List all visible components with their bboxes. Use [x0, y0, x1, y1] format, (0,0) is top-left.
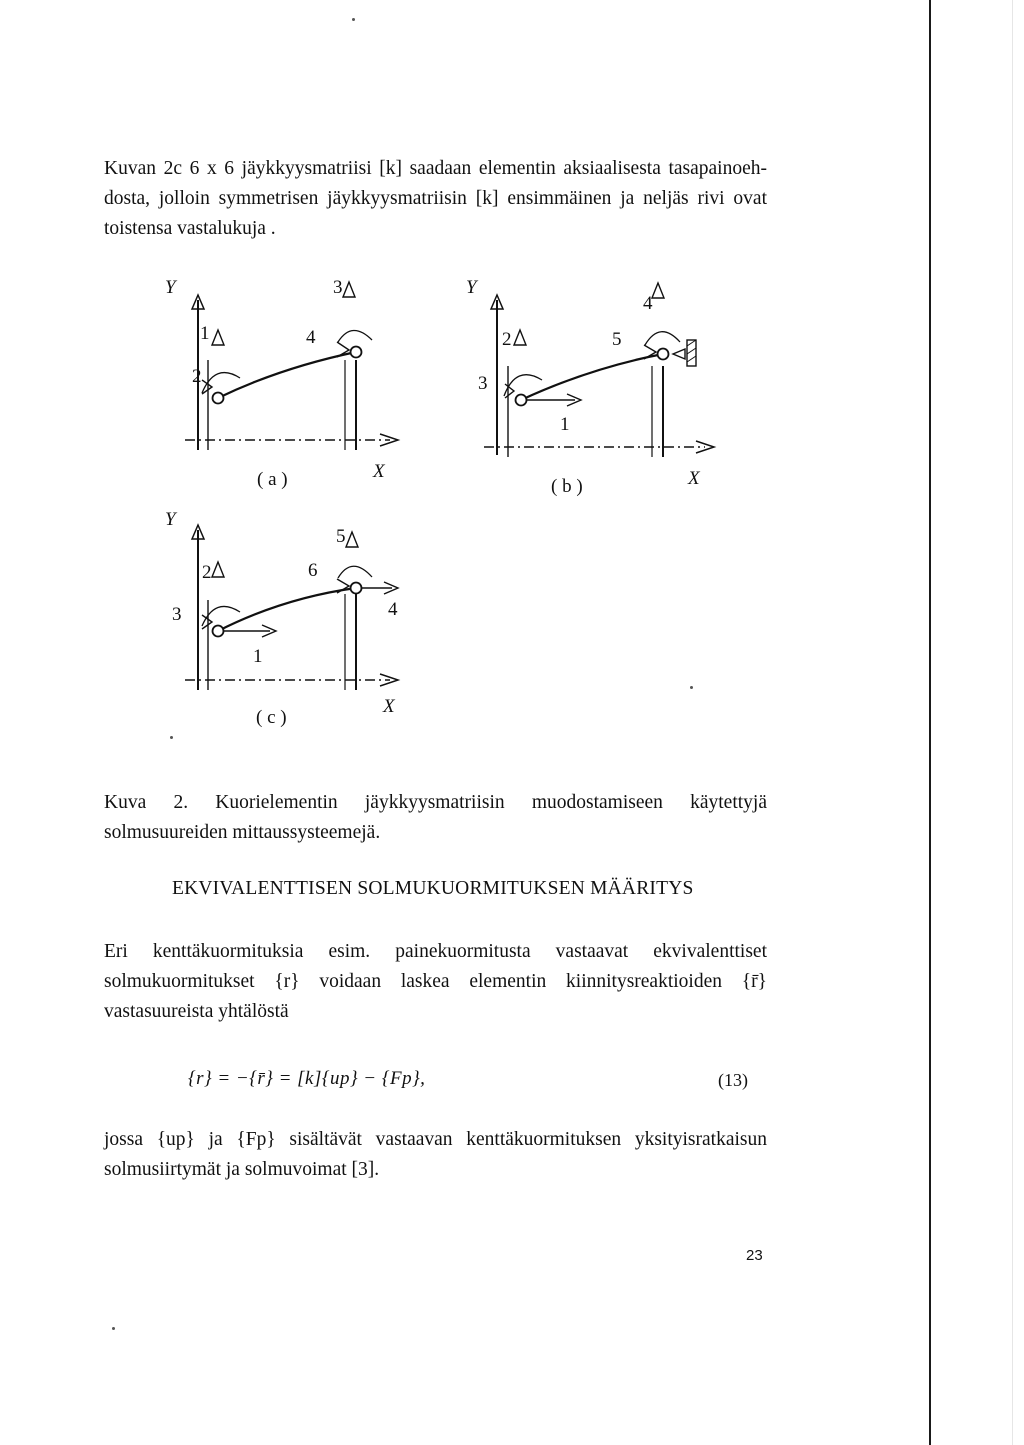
node-label: 6: [308, 560, 318, 581]
node-label: 4: [306, 327, 316, 348]
y-axis-label: Y: [165, 277, 176, 298]
node-label: 3: [172, 604, 182, 625]
equation-13: {r} = −{r̄} = [k]{up} − {Fp},: [188, 1068, 426, 1089]
page-number: 23: [746, 1247, 763, 1264]
panel-b-label: ( b ): [551, 476, 583, 497]
scan-speck: [690, 686, 693, 689]
closing-paragraph: [104, 1125, 767, 1185]
caption-line-1: Kuva 2. Kuorielementin jäykkyysmatriisin muodostamiseen käytettyjä: [104, 792, 767, 813]
section-paragraph: [104, 937, 767, 1027]
node-circle: [658, 349, 669, 360]
scan-speck: [170, 736, 173, 739]
x-axis-label: X: [688, 468, 700, 489]
node-label: 4: [388, 599, 398, 620]
node-label: 1: [560, 414, 570, 435]
section-heading: EKVIVALENTTISEN SOLMUKUORMITUKSEN MÄÄRITYS: [172, 878, 694, 899]
equation-number: (13): [718, 1070, 748, 1090]
node-circle: [213, 626, 224, 637]
node-circle: [213, 393, 224, 404]
node-circle: [351, 347, 362, 358]
scan-speck: [112, 1327, 115, 1330]
section-line-3: vastasuureista yhtälöstä: [104, 1001, 289, 1022]
node-circle: [351, 583, 362, 594]
intro-line-1: Kuvan 2c 6 x 6 jäykkyysmatriisi [k] saadaan elementin aksiaalisesta tasapainoeh-: [104, 158, 767, 179]
node-label: 3: [333, 277, 343, 298]
panel-b: [484, 283, 714, 457]
intro-line-3: toistensa vastalukuja .: [104, 218, 276, 239]
section-line-1: Eri kenttäkuormituksia esim. painekuormitusta vastaavat ekvivalenttiset: [104, 941, 767, 962]
node-label: 5: [336, 526, 346, 547]
scan-speck: [352, 18, 355, 21]
node-label: 2: [502, 329, 512, 350]
panel-c: [185, 525, 398, 690]
caption-line-2: solmusuureiden mittaussysteemejä.: [104, 822, 381, 843]
node-label: 2: [192, 366, 202, 387]
x-axis-label: X: [383, 696, 395, 717]
panel-a: [185, 282, 398, 450]
figure-caption: [104, 788, 767, 848]
y-axis-label: Y: [466, 277, 477, 298]
closing-line-2: solmusiirtymät ja solmuvoimat [3].: [104, 1159, 380, 1180]
node-label: 5: [612, 329, 622, 350]
shell-element-curve: [218, 352, 356, 398]
panel-c-label: ( c ): [256, 707, 287, 728]
shell-element-curve: [218, 588, 356, 631]
panel-a-label: ( a ): [257, 469, 288, 490]
node-label: 1: [200, 323, 210, 344]
node-label: 4: [643, 293, 653, 314]
intro-line-2: dosta, jolloin symmetrisen jäykkyysmatriisin [k] ensimmäinen ja neljäs rivi ovat: [104, 188, 767, 209]
section-line-2: solmukuormitukset {r} voidaan laskea elementin kiinnitysreaktioiden {r̄}: [104, 971, 767, 992]
closing-line-1: jossa {up} ja {Fp} sisältävät vastaavan kenttäkuormituksen yksityisratkaisun: [104, 1129, 767, 1150]
node-label: 2: [202, 562, 212, 583]
y-axis-label: Y: [165, 509, 176, 530]
node-label: 3: [478, 373, 488, 394]
node-label: 1: [253, 646, 263, 667]
node-circle: [516, 395, 527, 406]
shell-element-curve: [521, 354, 663, 400]
x-axis-label: X: [373, 461, 385, 482]
